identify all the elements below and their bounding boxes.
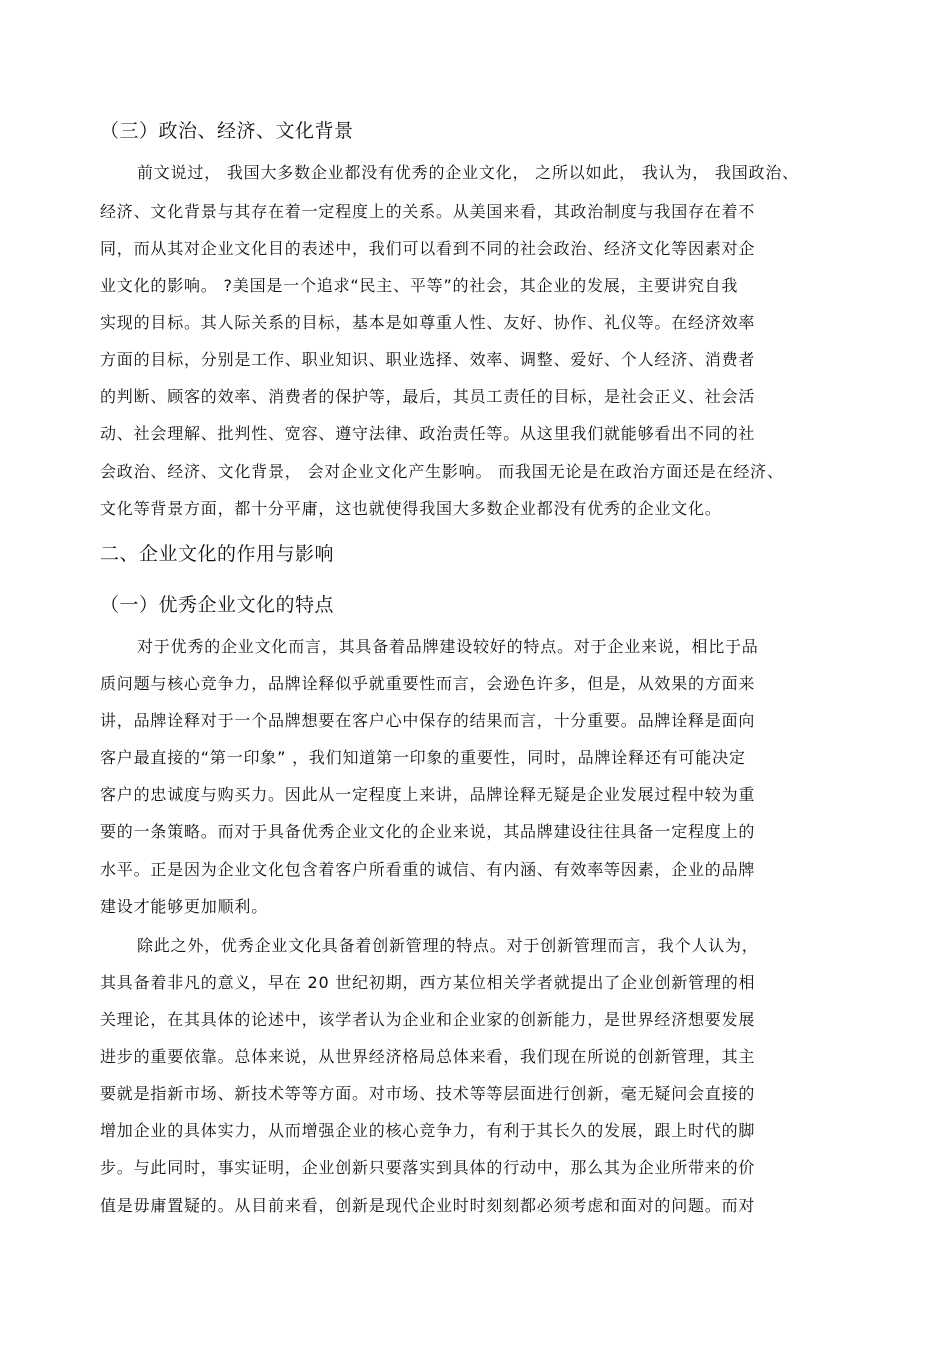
- paragraph-line: 要就是指新市场、新技术等等方面。对市场、技术等等层面进行创新，毫无疑问会直接的: [100, 1084, 756, 1103]
- paragraph-line: 文化等背景方面，都十分平庸，这也就使得我国大多数企业都没有优秀的企业文化。: [100, 499, 722, 518]
- paragraph-line: 对于优秀的企业文化而言，其具备着品牌建设较好的特点。对于企业来说，相比于品: [137, 637, 759, 656]
- paragraph-line: 业文化的影响。 ?美国是一个追求“民主、平等”的社会，其企业的发展，主要讲究自我: [100, 276, 739, 295]
- paragraph-line: 建设才能够更加顺利。: [100, 897, 269, 916]
- paragraph-line: 客户最直接的“第一印象” ，我们知道第一印象的重要性，同时，品牌诠释还有可能决定: [100, 748, 746, 767]
- paragraph-line: 同，而从其对企业文化目的表述中，我们可以看到不同的社会政治、经济文化等因素对企: [100, 239, 756, 258]
- paragraph-line: 值是毋庸置疑的。从目前来看，创新是现代企业时时刻刻都必须考虑和面对的问题。而对: [100, 1196, 756, 1215]
- section-heading-political-economic-cultural: （三）政治、经济、文化背景: [100, 120, 354, 142]
- paragraph-line: 会政治、经济、文化背景， 会对企业文化产生影响。 而我国无论是在政治方面还是在经济、: [100, 462, 784, 481]
- paragraph-line: 实现的目标。其人际关系的目标，基本是如尊重人性、友好、协作、礼仪等。在经济效率: [100, 313, 756, 332]
- paragraph-line: 讲，品牌诠释对于一个品牌想要在客户心中保存的结果而言，十分重要。品牌诠释是面向: [100, 711, 756, 730]
- paragraph-line: 关理论，在其具体的论述中，该学者认为企业和企业家的创新能力，是世界经济想要发展: [100, 1010, 756, 1029]
- paragraph-line: 水平。正是因为企业文化包含着客户所看重的诚信、有内涵、有效率等因素，企业的品牌: [100, 860, 756, 879]
- paragraph-line: 其具备着非凡的意义，早在 20 世纪初期，西方某位相关学者就提出了企业创新管理的相: [100, 973, 756, 992]
- paragraph-line: 前文说过， 我国大多数企业都没有优秀的企业文化， 之所以如此， 我认为， 我国政治、: [137, 163, 799, 182]
- paragraph-line: 动、社会理解、批判性、宽容、遵守法律、政治责任等。从这里我们就能够看出不同的社: [100, 424, 756, 443]
- chapter-heading-role-and-impact: 二、企业文化的作用与影响: [100, 543, 335, 565]
- paragraph-line: 客户的忠诚度与购买力。因此从一定程度上来讲，品牌诠释无疑是企业发展过程中较为重: [100, 785, 756, 804]
- paragraph-line: 增加企业的具体实力，从而增强企业的核心竞争力，有利于其长久的发展，跟上时代的脚: [100, 1121, 756, 1140]
- paragraph-line: 的判断、顾客的效率、消费者的保护等，最后，其员工责任的目标，是社会正义、社会活: [100, 387, 756, 406]
- paragraph-line: 质问题与核心竞争力，品牌诠释似乎就重要性而言，会逊色许多，但是，从效果的方面来: [100, 674, 756, 693]
- paragraph-line: 方面的目标，分别是工作、职业知识、职业选择、效率、调整、爱好、个人经济、消费者: [100, 350, 756, 369]
- paragraph-line: 步。与此同时，事实证明，企业创新只要落实到具体的行动中，那么其为企业所带来的价: [100, 1158, 756, 1177]
- paragraph-line: 经济、文化背景与其存在着一定程度上的关系。从美国来看，其政治制度与我国存在着不: [100, 202, 756, 221]
- paragraph-line: 进步的重要依靠。总体来说，从世界经济格局总体来看，我们现在所说的创新管理，其主: [100, 1047, 756, 1066]
- section-heading-excellent-culture-traits: （一）优秀企业文化的特点: [100, 594, 335, 616]
- paragraph-line: 要的一条策略。而对于具备优秀企业文化的企业来说，其品牌建设往往具备一定程度上的: [100, 822, 756, 841]
- paragraph-line: 除此之外，优秀企业文化具备着创新管理的特点。对于创新管理而言，我个人认为，: [137, 936, 759, 955]
